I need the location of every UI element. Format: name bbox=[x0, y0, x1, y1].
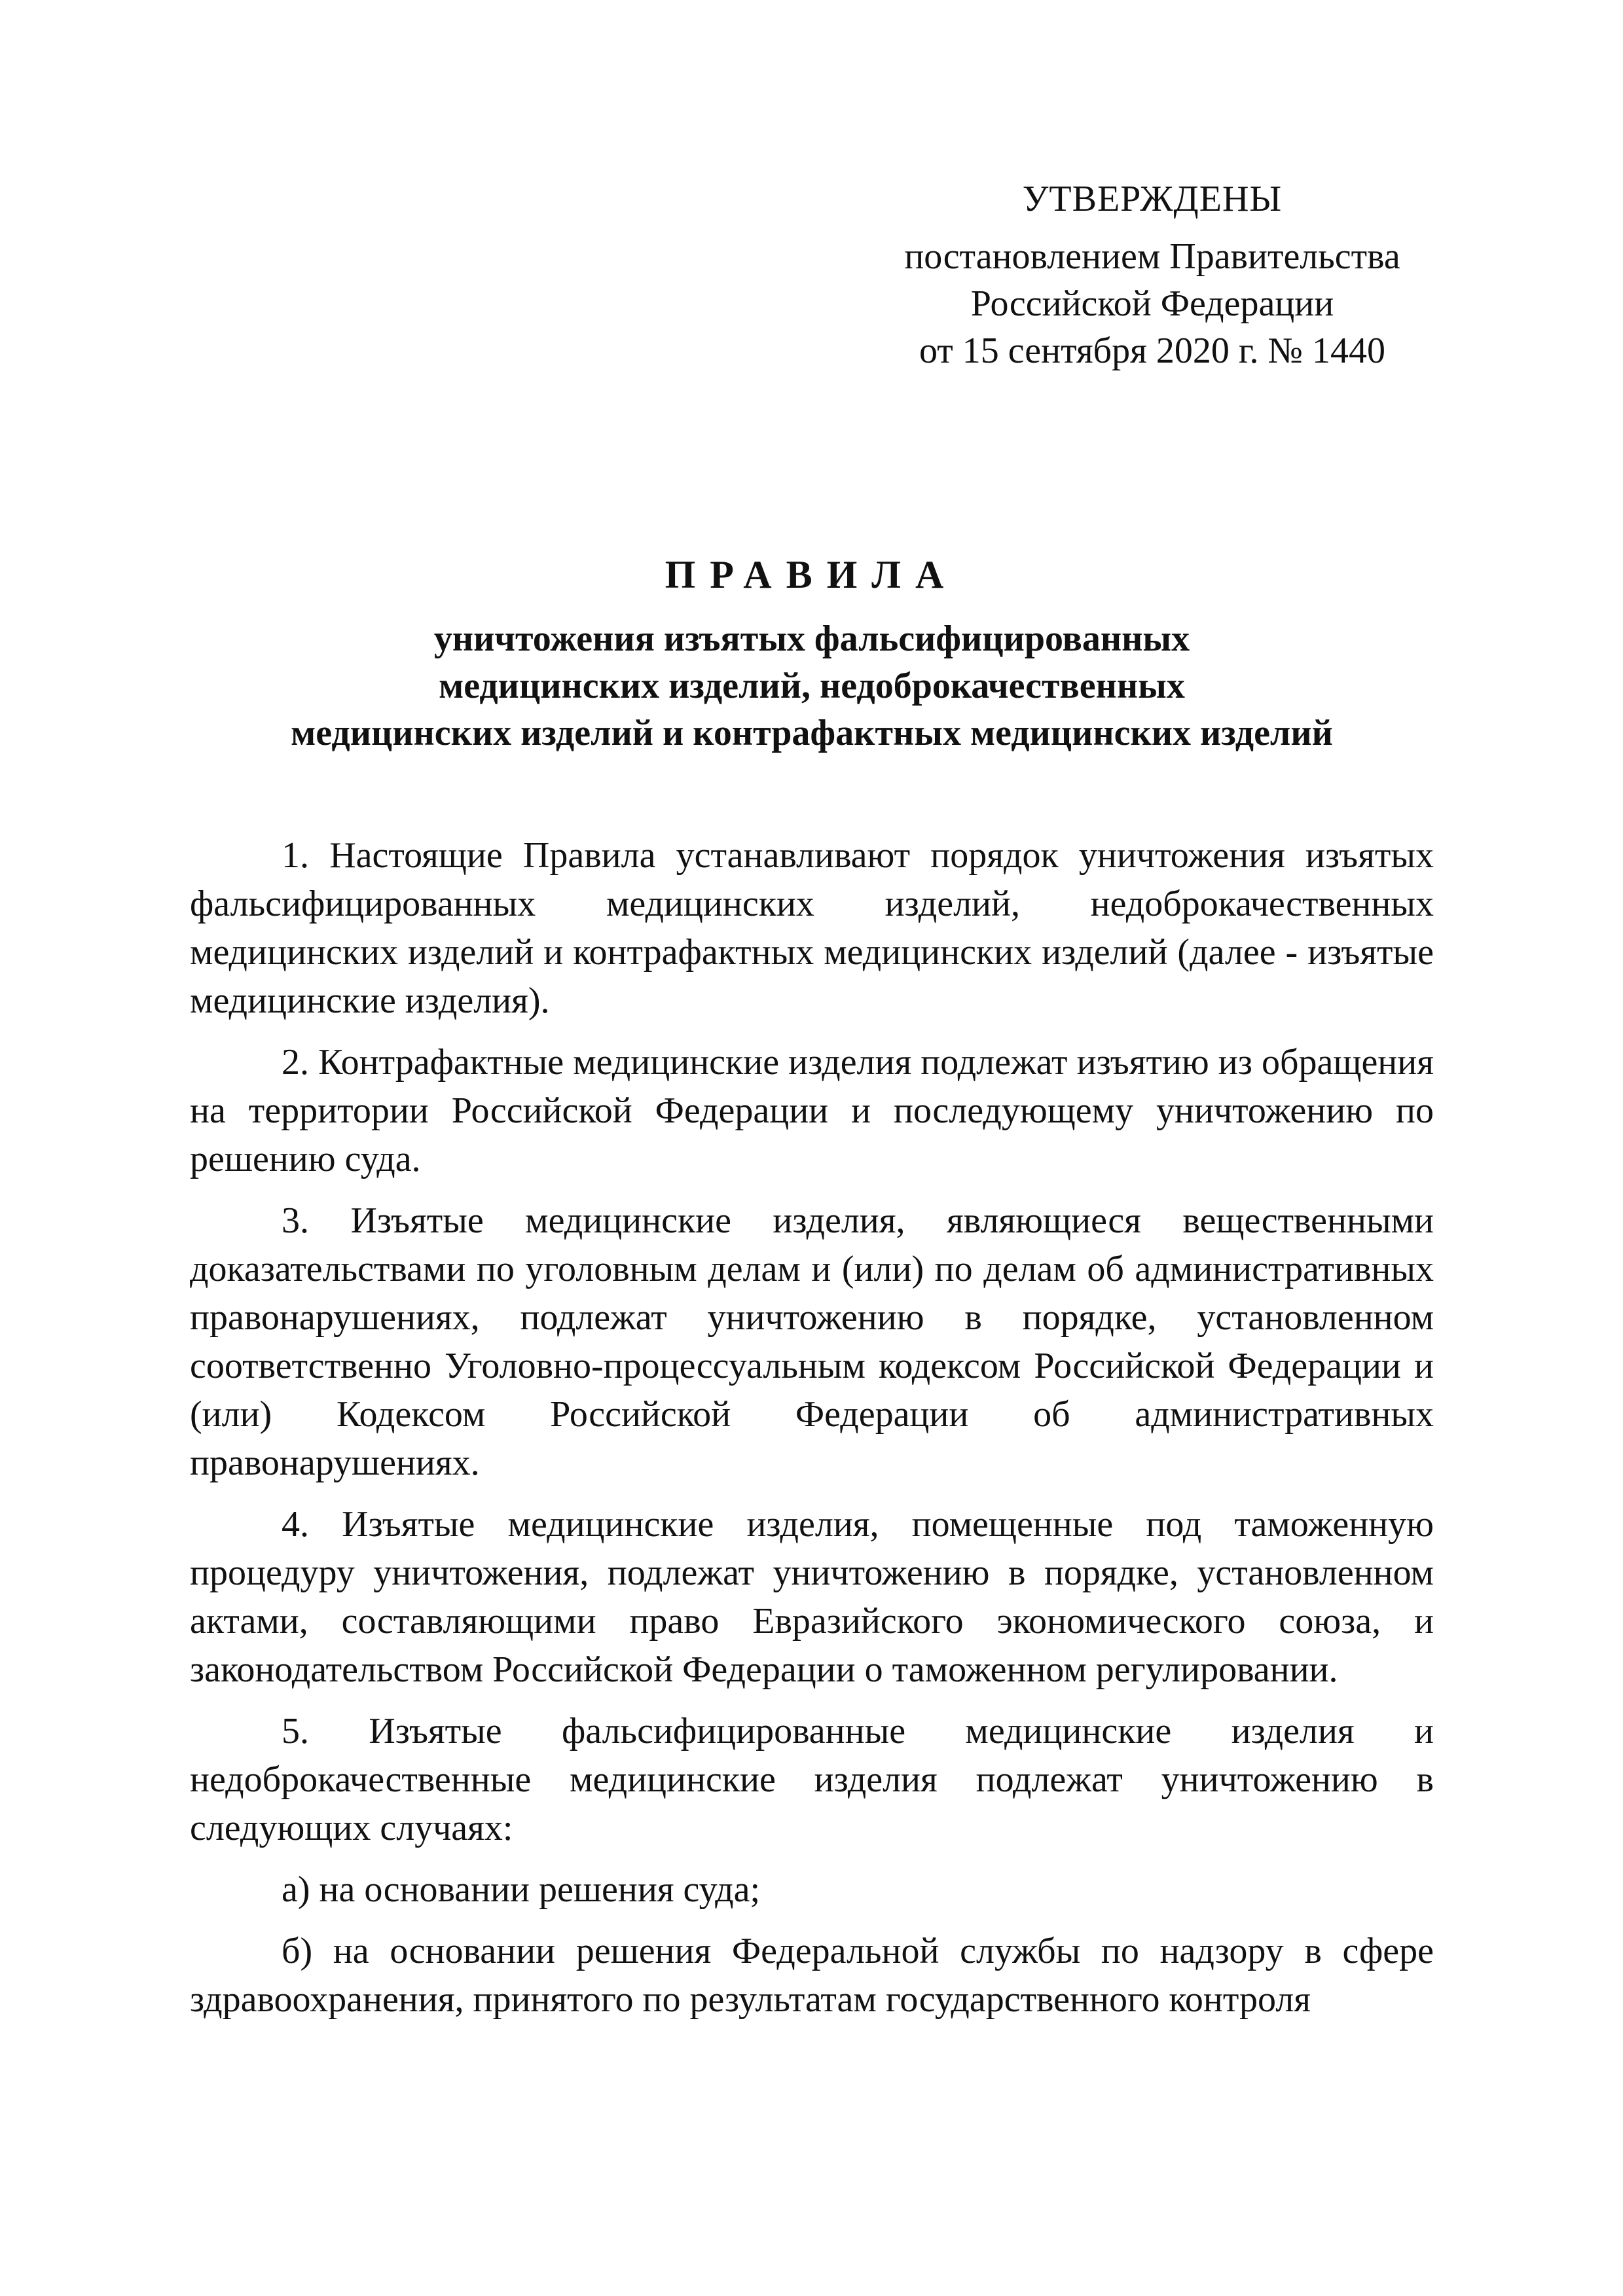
document-title: ПРАВИЛА bbox=[665, 553, 958, 596]
approval-heading: УТВЕРЖДЕНЫ bbox=[1022, 179, 1283, 219]
paragraph-3: 3. Изъятые медицинские изделия, являющиеся вещественными доказательствами по уголовным делам и (или) по делам об административных правонарушениях, подлежат уничтожению в порядке, установленном соответственно Уголовно-процессуальным кодексом Российской Федерации и (или) Кодексом Российской Федерации об административных правонарушениях. bbox=[190, 1200, 1434, 1483]
approval-line-1: постановлением Правительства bbox=[904, 236, 1400, 277]
paragraph-5: 5. Изъятые фальсифицированные медицинские изделия и недоброкачественные медицинские изделия подлежат уничтожению в следующих случаях: bbox=[190, 1711, 1434, 1848]
document-body bbox=[190, 831, 1434, 2037]
paragraph-2: 2. Контрафактные медицинские изделия подлежат изъятию из обращения на территории Российской Федерации и последующему уничтожению по решению суда. bbox=[190, 1042, 1434, 1179]
paragraph-1: 1. Настоящие Правила устанавливают порядок уничтожения изъятых фальсифицированных медицинских изделий, недоброкачественных медицинских изделий и контрафактных медицинских изделий (далее - изъятые медицинские изделия). bbox=[190, 835, 1434, 1021]
subtitle-line-1: уничтожения изъятых фальсифицированных bbox=[433, 619, 1190, 659]
document-subtitle bbox=[190, 615, 1434, 757]
approval-line-3: от 15 сентября 2020 г. № 1440 bbox=[919, 331, 1385, 371]
paragraph-5b: б) на основании решения Федеральной службы по надзору в сфере здравоохранения, принятого по результатам государственного контроля bbox=[190, 1931, 1434, 2020]
subtitle-line-2: медицинских изделий, недоброкачественных bbox=[439, 666, 1185, 706]
subtitle-line-3: медицинских изделий и контрафактных медицинских изделий bbox=[291, 713, 1333, 753]
approval-line-2: Российской Федерации bbox=[970, 283, 1334, 324]
approval-block bbox=[851, 175, 1453, 374]
paragraph-5a: а) на основании решения суда; bbox=[282, 1869, 761, 1910]
paragraph-4: 4. Изъятые медицинские изделия, помещенные под таможенную процедуру уничтожения, подлежат уничтожению в порядке, установленном актами, составляющими право Евразийского экономического союза, и законодательством Российской Федерации о таможенном регулировании. bbox=[190, 1504, 1434, 1690]
